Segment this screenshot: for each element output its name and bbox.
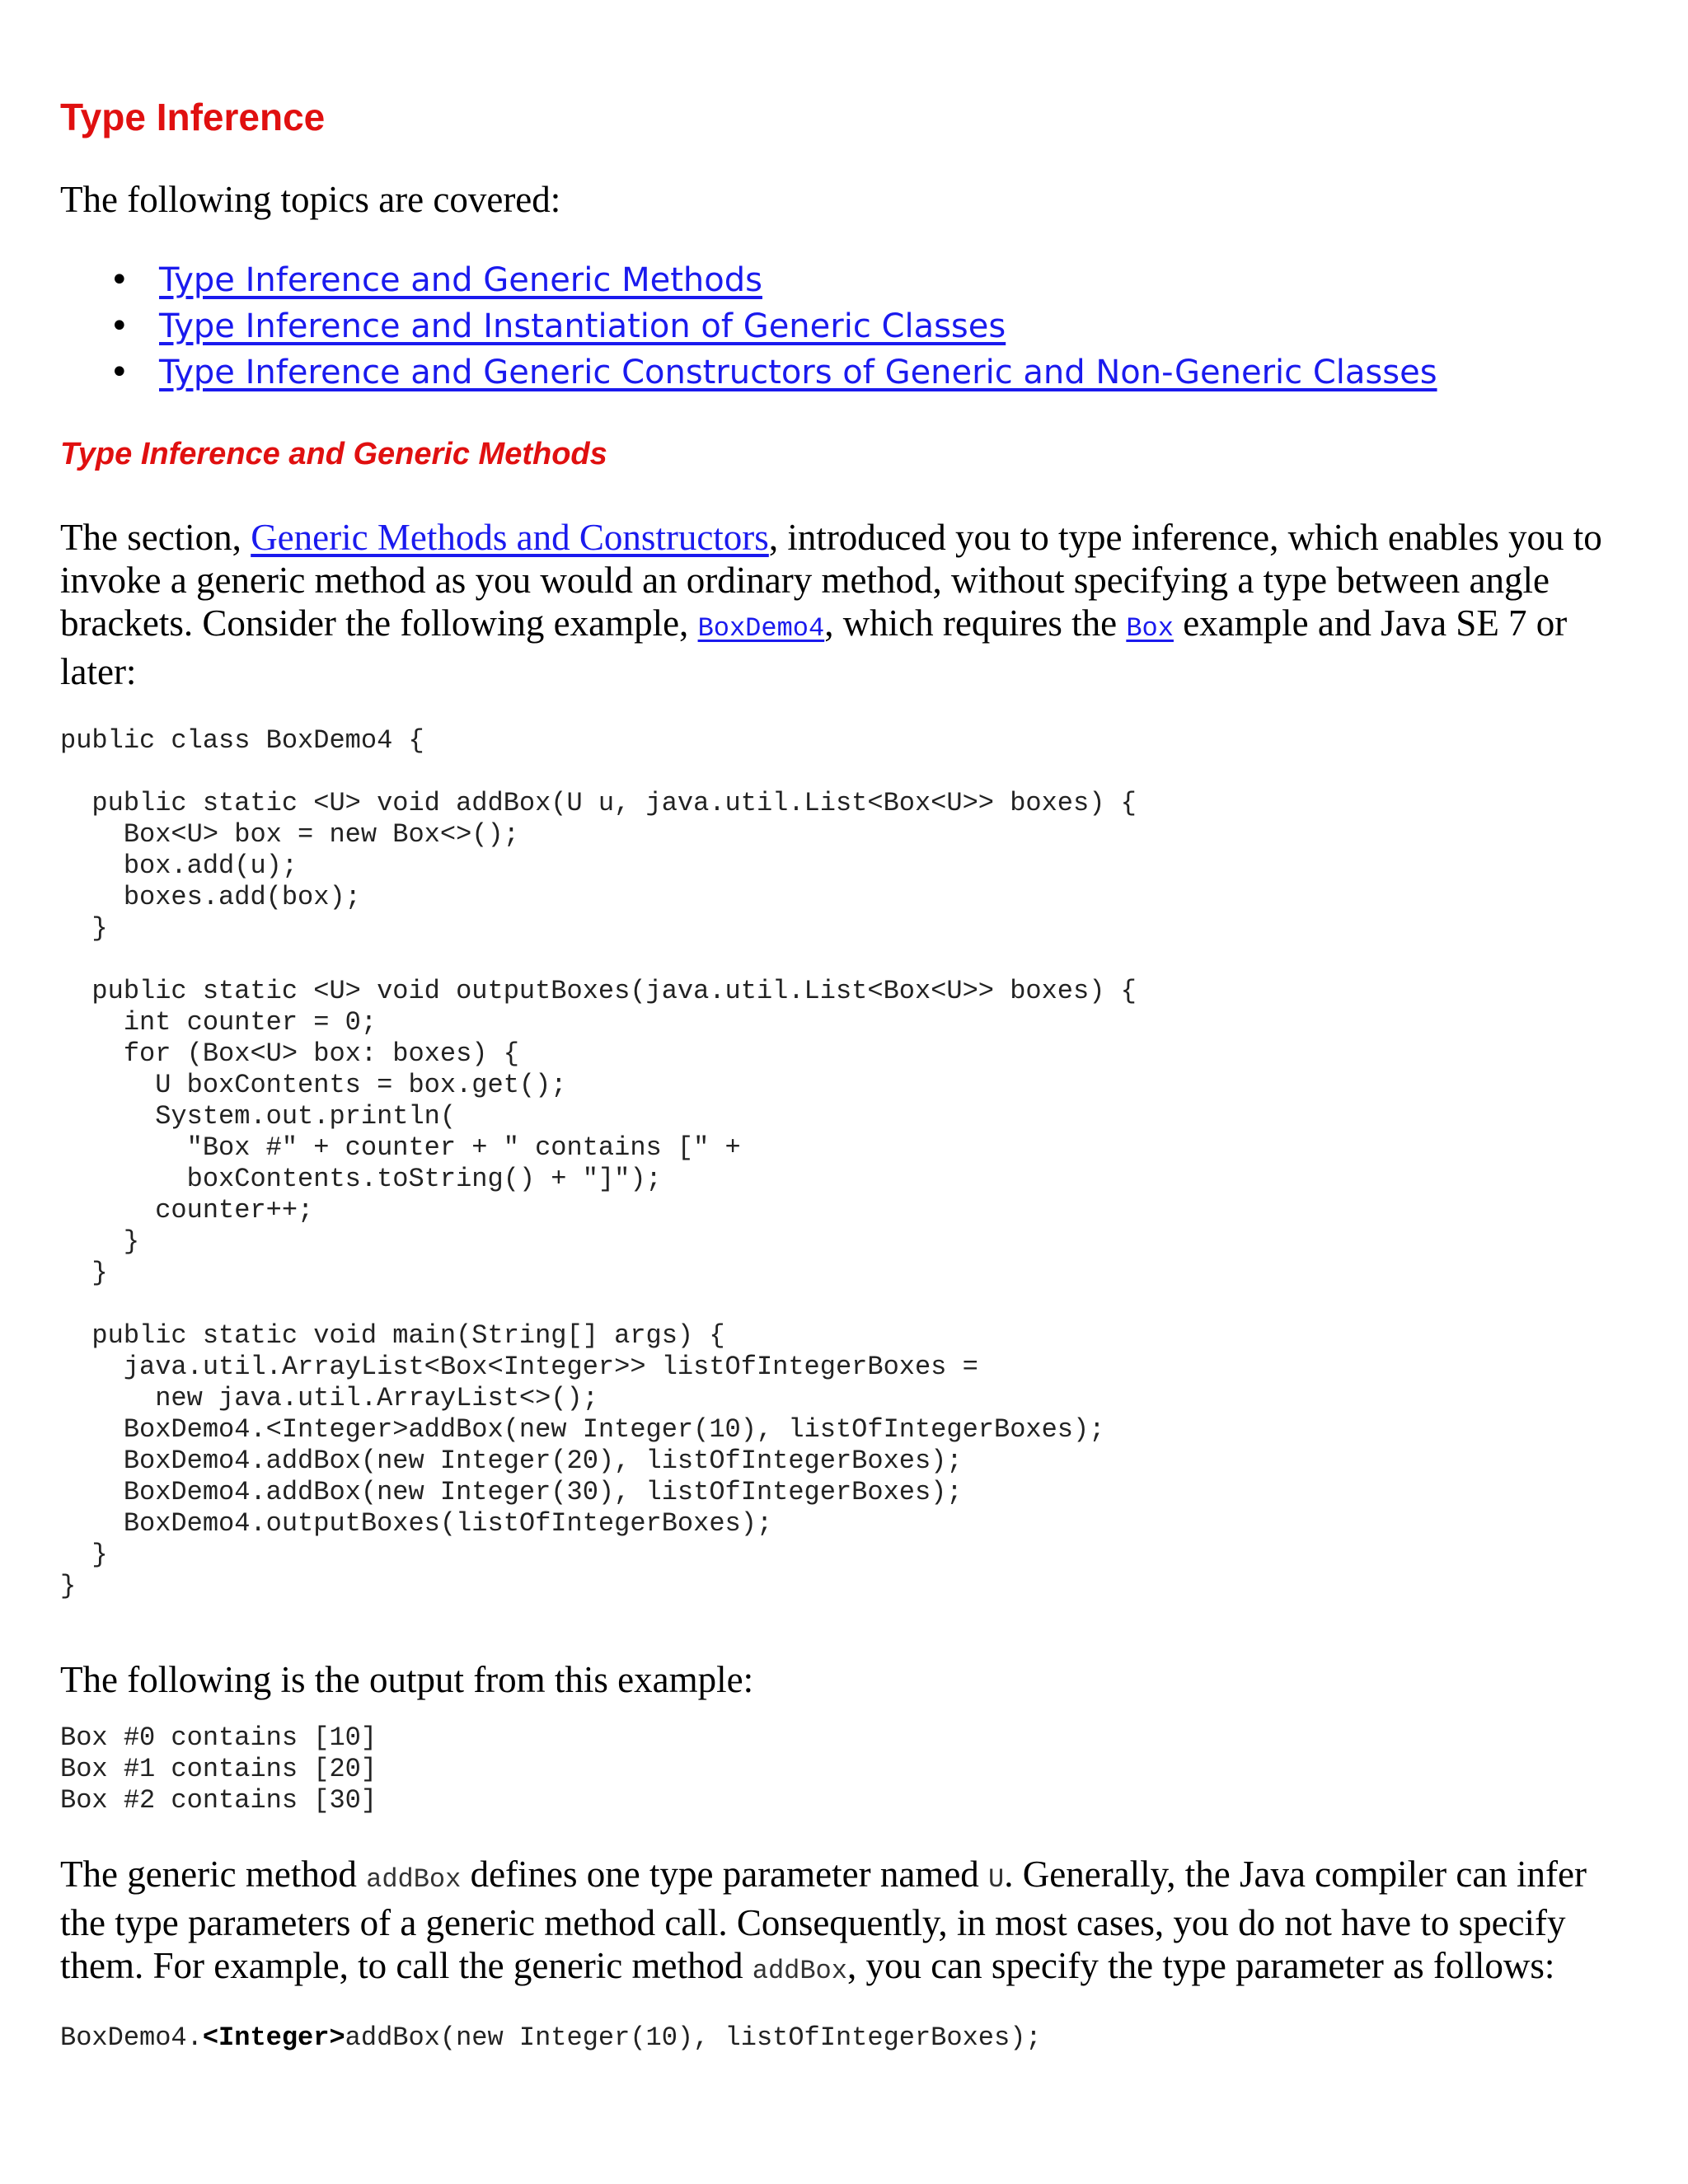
inline-code: addBox [366, 1864, 462, 1895]
page-title: Type Inference [60, 96, 326, 138]
code-text: BoxDemo4. [60, 2022, 203, 2053]
code-type-argument: <Integer> [202, 2022, 345, 2053]
code-text: addBox(new Integer(10), listOfIntegerBoxes); [345, 2022, 1042, 2053]
explanation-paragraph [60, 1853, 1626, 1993]
bullet-icon: • [110, 354, 129, 391]
inline-code: addBox [752, 1956, 847, 1986]
bullet-icon: • [110, 307, 129, 345]
topic-link-generic-methods[interactable]: Type Inference and Generic Methods [159, 261, 762, 299]
inline-code: U [988, 1864, 1005, 1895]
intro-text: The following topics are covered: [60, 179, 561, 220]
section-heading: Type Inference and Generic Methods [60, 437, 607, 471]
section-paragraph [60, 516, 1626, 693]
paragraph-text: defines one type parameter named [461, 1854, 989, 1895]
code-block-call [60, 2022, 1042, 2054]
paragraph-text: The section, [60, 517, 251, 558]
topic-link-instantiation[interactable]: Type Inference and Instantiation of Generic Classes [159, 307, 1006, 345]
boxdemo4-link[interactable]: BoxDemo4 [697, 613, 825, 644]
paragraph-text: , introduced you to type inference, which enables you to invoke a generic method as you would an ordinary method, without specifying a type between angle brackets. Consider the following example, [60, 517, 1602, 644]
bullet-icon: • [110, 261, 129, 299]
paragraph-text: example and Java SE 7 or later: [60, 602, 1568, 692]
box-link[interactable]: Box [1126, 613, 1174, 644]
paragraph-text: . Generally, the Java compiler can infer the type parameters of a generic method call. Consequently, in most cases, you do not have to specify them. For example, to call the generic method [60, 1854, 1587, 1986]
code-block-boxdemo4: public class BoxDemo4 { public static <U> void addBox(U u, java.util.List<Box<U>> boxes) { Box<U> box = new Box<>(); box.add(u); boxes.add(box); } public static <U> void outputBoxes(java.util.List<Box<U>> boxes) { int counter = 0; for (Box<U> box: boxes) { U boxContents = box.get(); System.out.println( "Box #" + counter + " contains [" + boxContents.toString() + "]"); counter++; } } public static void main(String[] args) { java.util.ArrayList<Box<Integer>> listOfIntegerBoxes = new java.util.ArrayList<>(); BoxDemo4.<Integer>addBox(new Integer(10), listOfIntegerBoxes); BoxDemo4.addBox(new Integer(20), listOfIntegerBoxes); BoxDemo4.addBox(new Integer(30), listOfIntegerBoxes); BoxDemo4.outputBoxes(listOfIntegerBoxes); } } [60, 725, 1137, 1601]
output-intro: The following is the output from this example: [60, 1659, 754, 1700]
code-block-output: Box #0 contains [10] Box #1 contains [20] Box #2 contains [30] [60, 1722, 377, 1816]
paragraph-text: , which requires the [824, 602, 1127, 644]
generic-methods-link[interactable]: Generic Methods and Constructors [251, 517, 769, 558]
topic-link-constructors[interactable]: Type Inference and Generic Constructors of Generic and Non-Generic Classes [159, 354, 1437, 391]
paragraph-text: The generic method [60, 1854, 367, 1895]
paragraph-text: , you can specify the type parameter as follows: [846, 1945, 1555, 1986]
